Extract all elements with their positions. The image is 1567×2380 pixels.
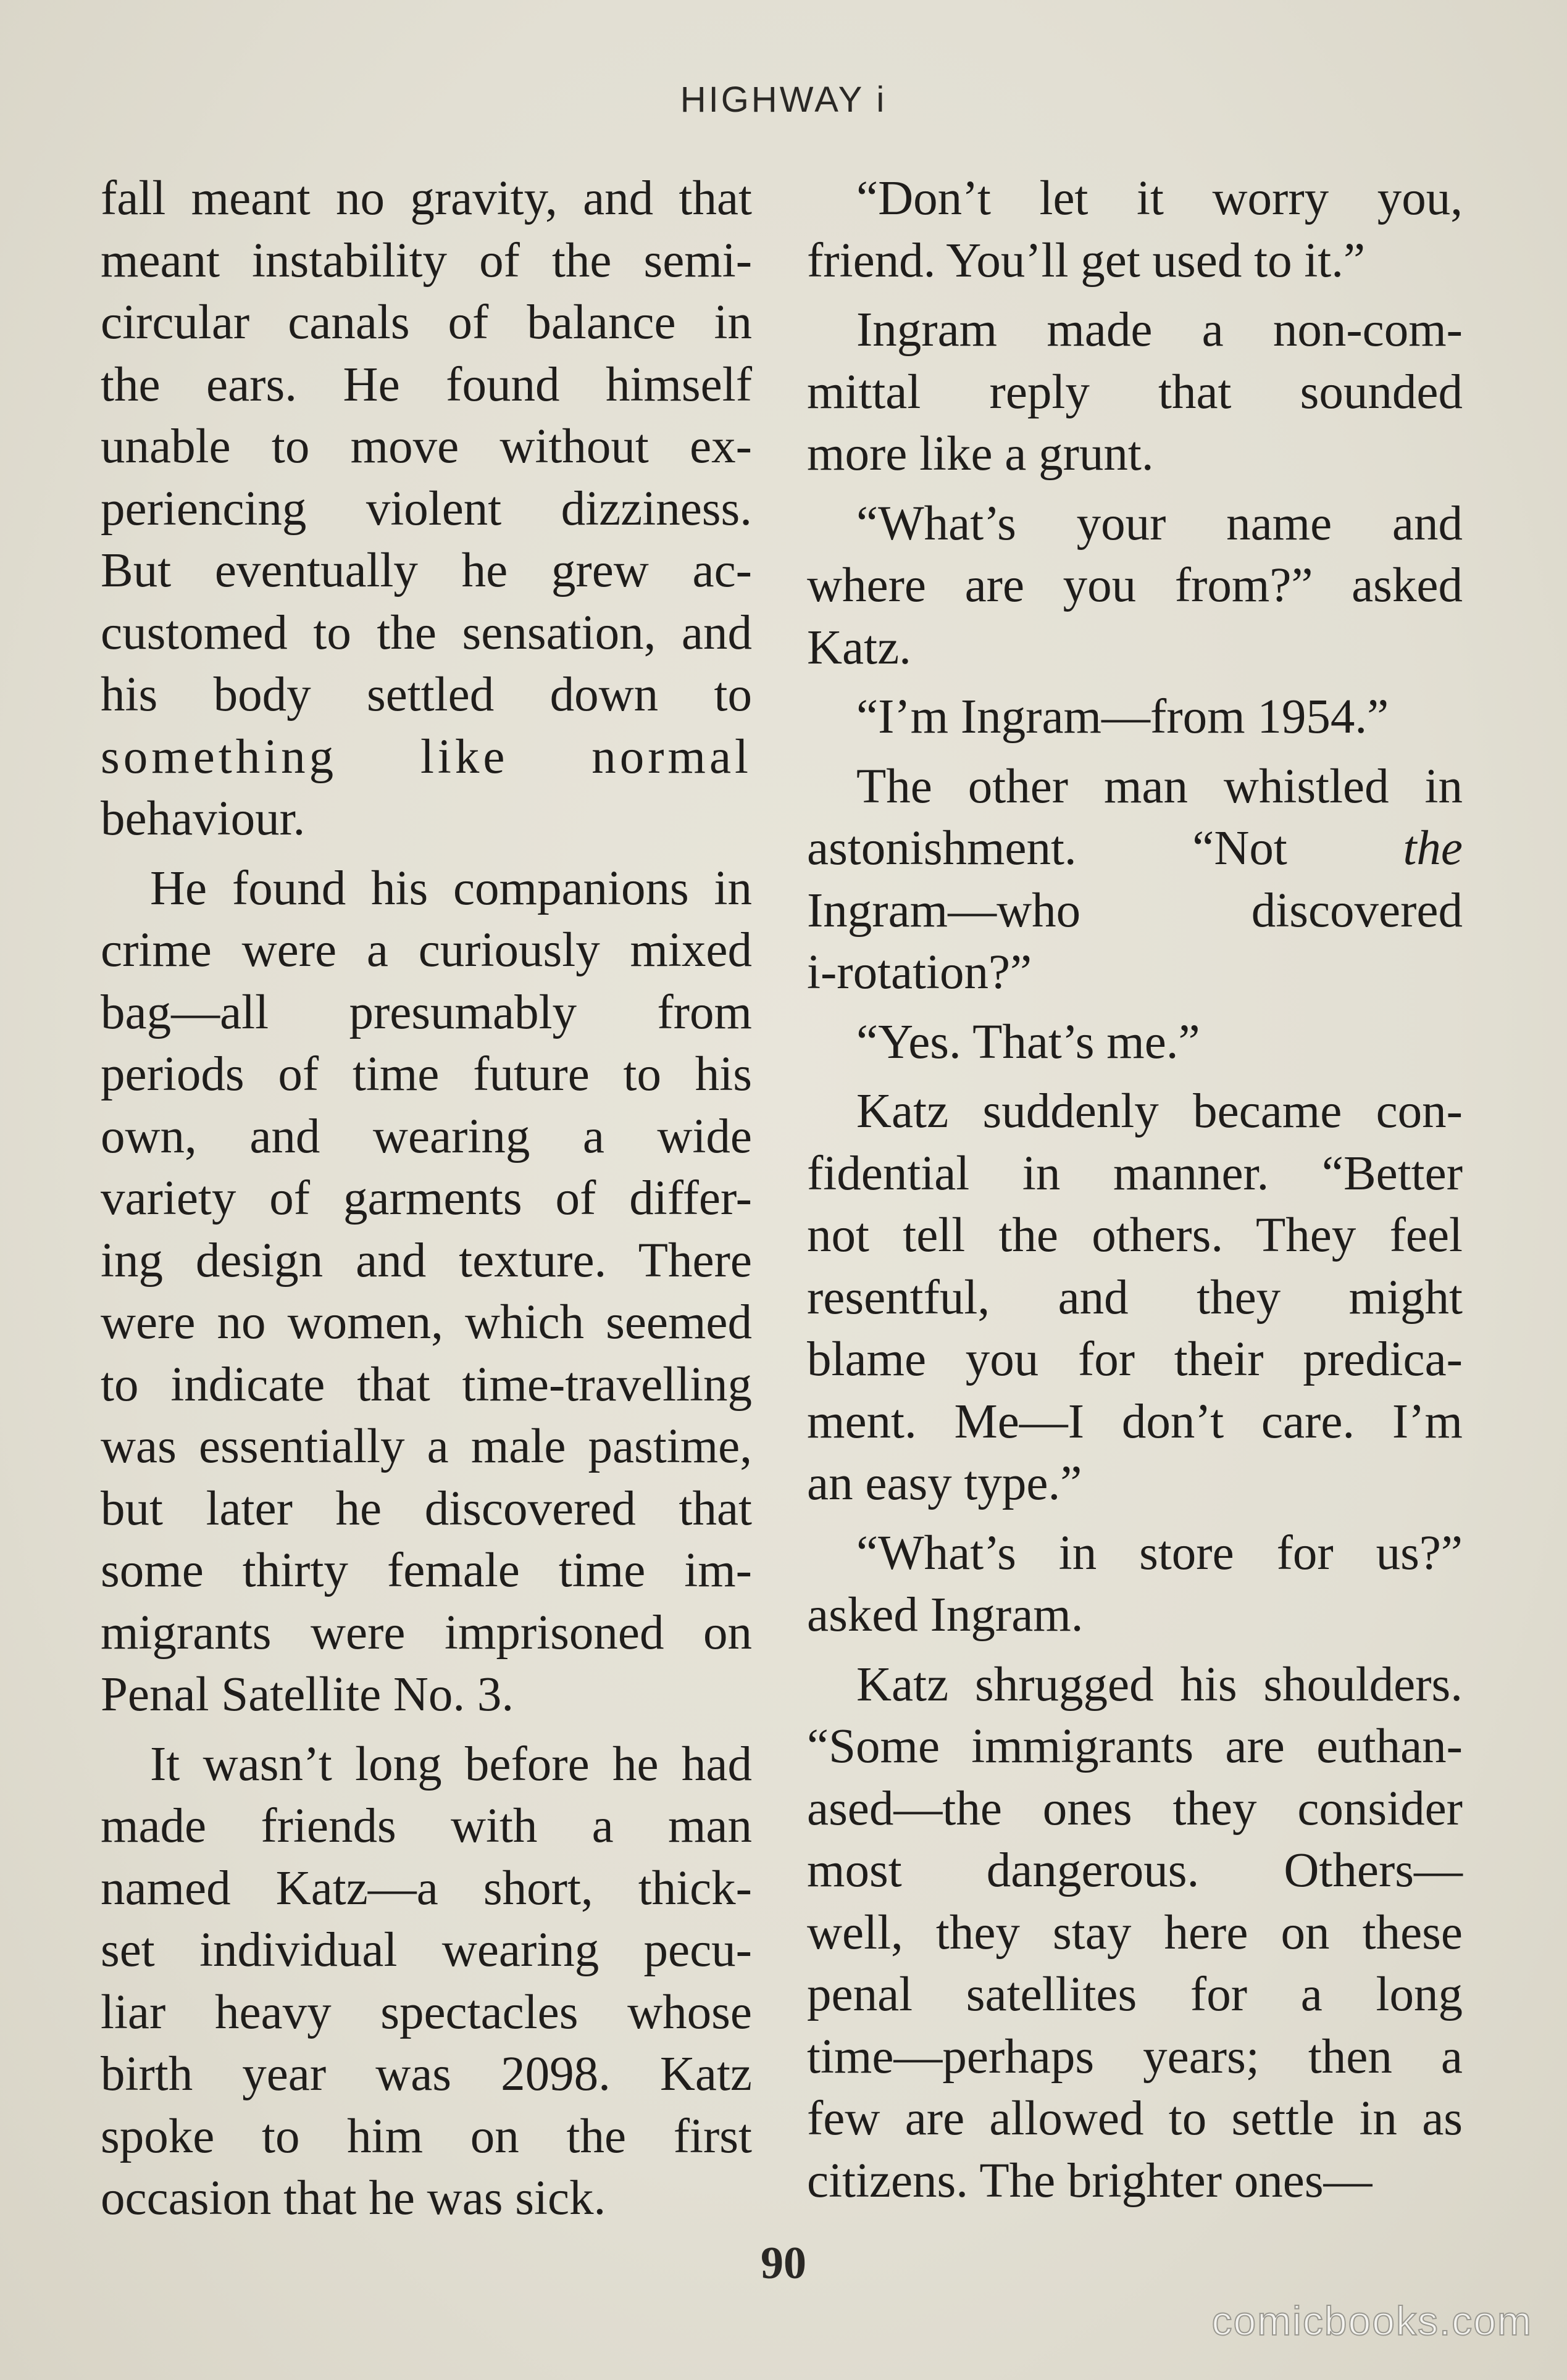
text-line: asked Ingram.: [807, 1588, 1084, 1642]
text-line: “Don’t let it worry you,: [856, 172, 1463, 225]
text-line: “What’s in store for us?”: [856, 1526, 1463, 1580]
text-line: named Katz—a short, thick-: [101, 1861, 752, 1915]
text-line: made friends with a man: [101, 1799, 752, 1853]
text-line: Ingram—who discovered: [807, 883, 1463, 938]
text-line: It wasn’t long before he had: [150, 1737, 752, 1791]
paragraph: [101, 168, 752, 851]
text-line: citizens. The brighter ones—: [807, 2153, 1373, 2208]
text-line: variety of garments of differ-: [101, 1171, 752, 1225]
text-line: Ingram made a non-com-: [856, 303, 1463, 357]
text-line: were no women, which seemed: [101, 1296, 752, 1349]
text-line: was essentially a male pastime,: [101, 1420, 752, 1473]
text-line: Penal Satellite No. 3.: [101, 1668, 514, 1721]
text-line: Katz suddenly became con-: [856, 1084, 1463, 1138]
right-text-column: [807, 168, 1463, 2220]
paragraph: [807, 299, 1463, 486]
text-line: his body settled down to: [101, 668, 752, 722]
text-line: set individual wearing pecu-: [101, 1923, 752, 1977]
text-line: where are you from?” asked: [807, 559, 1463, 612]
paragraph: [101, 858, 752, 1726]
text-line: few are allowed to settle in as: [807, 2092, 1463, 2145]
text-line: the ears. He found himself: [101, 357, 752, 412]
text-line: but later he discovered that: [101, 1481, 752, 1536]
paragraph: [807, 168, 1463, 292]
text-line: unable to move without ex-: [101, 420, 752, 473]
text-line: birth year was 2098. Katz: [101, 2047, 752, 2101]
text-line: liar heavy spectacles whose: [101, 1985, 752, 2039]
text-line: occasion that he was sick.: [101, 2171, 606, 2225]
text-line: periencing violent dizziness.: [101, 481, 752, 536]
text-line: “Some immigrants are euthan-: [807, 1720, 1463, 1773]
text-line: Katz shrugged his shoulders.: [856, 1657, 1463, 1712]
paragraph: [807, 1523, 1463, 1647]
text-line: Katz.: [807, 620, 911, 675]
text-line: ment. Me—I don’t care. I’m: [807, 1394, 1463, 1449]
text-line: behaviour.: [101, 792, 306, 846]
paragraph: [807, 1654, 1463, 2213]
watermark-logo: comicbooks.com: [1211, 2298, 1532, 2344]
text-line: ased—the ones they consider: [807, 1781, 1463, 1836]
text-line: to indicate that time-travelling: [101, 1357, 752, 1412]
paragraph: [807, 686, 1463, 749]
text-line: well, they stay here on these: [807, 1905, 1463, 1960]
left-text-column: [101, 168, 752, 2237]
paragraph: [101, 1734, 752, 2230]
text-line: own, and wearing a wide: [101, 1109, 752, 1163]
text-line: periods of time future to his: [101, 1047, 752, 1101]
page-number: 90: [761, 2238, 806, 2289]
text-line: friend. You’ll get used to it.”: [807, 233, 1366, 288]
text-line: He found his companions in: [150, 861, 752, 915]
text-line: some thirty female time im-: [101, 1544, 752, 1597]
text-line: spoke to him on the first: [101, 2109, 752, 2163]
text-line: meant instability of the semi-: [101, 233, 752, 288]
text-line: mittal reply that sounded: [807, 365, 1463, 419]
text-line: not tell the others. They feel: [807, 1209, 1463, 1262]
paragraph: [807, 1012, 1463, 1074]
text-line: migrants were imprisoned on: [101, 1605, 752, 1660]
text-line: The other man whistled in: [856, 759, 1463, 813]
text-line: an easy type.”: [807, 1457, 1082, 1510]
text-line: fidential in manner. “Better: [807, 1146, 1463, 1200]
text-line: ing design and texture. There: [101, 1233, 752, 1288]
text-line: time—perhaps years; then a: [807, 2029, 1463, 2084]
text-line: blame you for their predica-: [807, 1333, 1463, 1386]
paragraph: [807, 1081, 1463, 1515]
text-line: “I’m Ingram—from 1954.”: [856, 690, 1389, 744]
text-line: “What’s your name and: [856, 496, 1463, 551]
text-line: resentful, and they might: [807, 1270, 1463, 1325]
paragraph: [807, 493, 1463, 680]
text-line: But eventually he grew ac-: [101, 544, 752, 597]
text-line: i-rotation?”: [807, 946, 1032, 999]
text-line: circular canals of balance in: [101, 296, 752, 349]
text-line: more like a grunt.: [807, 427, 1154, 481]
text-line: customed to the sensation, and: [101, 605, 752, 660]
text-line: “Yes. That’s me.”: [856, 1015, 1200, 1069]
text-line: astonishment. “Not the: [807, 822, 1463, 875]
text-line: something like normal: [101, 730, 752, 784]
running-head: HIGHWAY i: [680, 80, 887, 120]
text-line: crime were a curiously mixed: [101, 923, 752, 977]
text-line: bag—all presumably from: [101, 985, 752, 1039]
paragraph: [807, 756, 1463, 1004]
text-line: penal satellites for a long: [807, 1968, 1463, 2021]
text-line: fall meant no gravity, and that: [101, 172, 752, 225]
text-line: most dangerous. Others—: [807, 1844, 1463, 1897]
